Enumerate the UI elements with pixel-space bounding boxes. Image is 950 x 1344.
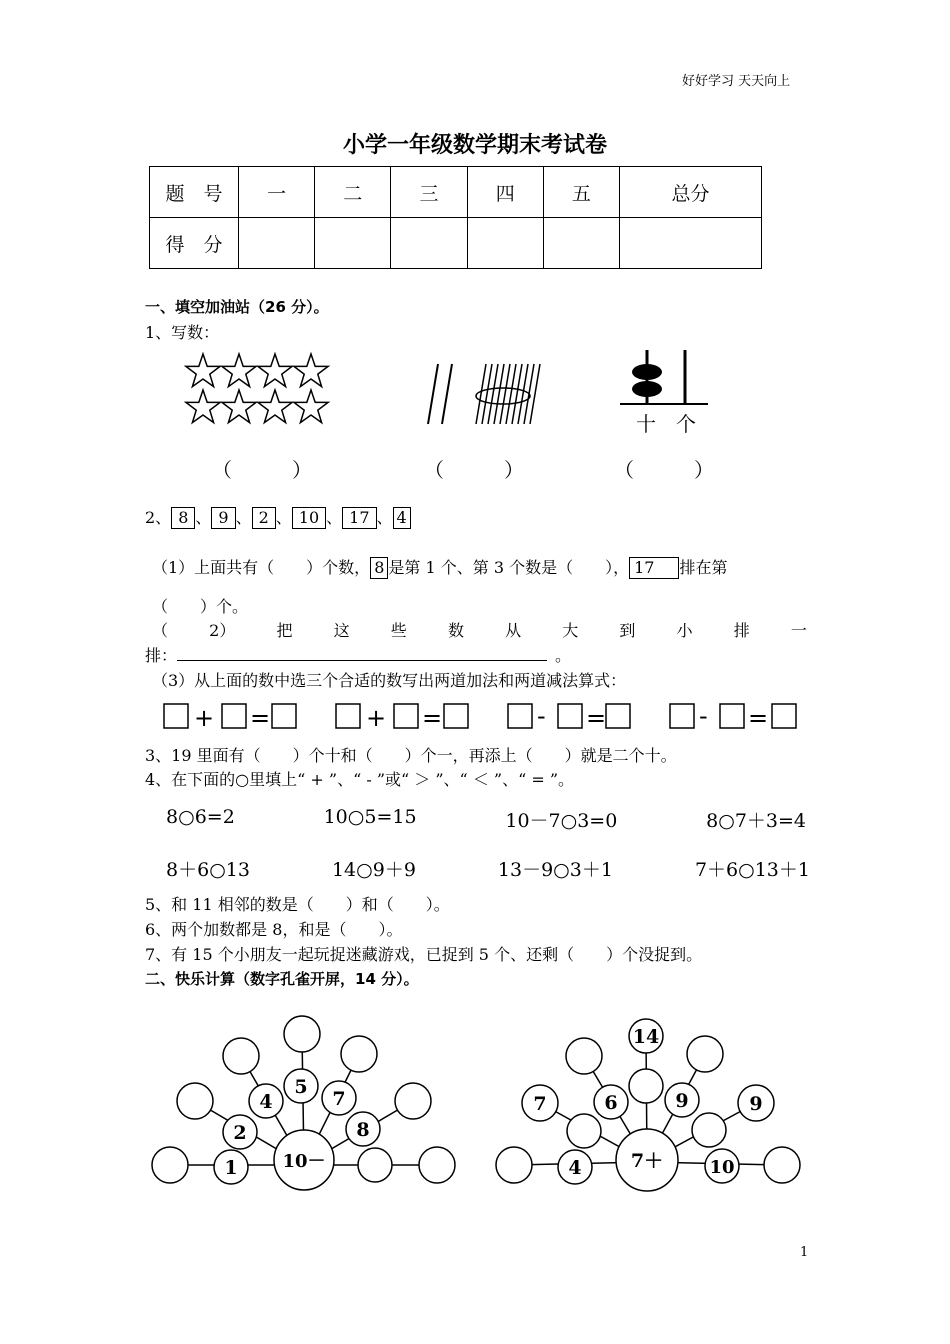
- number-box: 8: [370, 557, 388, 579]
- svg-text:+: +: [366, 704, 387, 732]
- svg-text:-: -: [699, 702, 708, 730]
- star-icon: [258, 354, 292, 387]
- svg-text:8: 8: [356, 1119, 370, 1141]
- sticks-figure: [420, 358, 570, 430]
- score-input-cell[interactable]: [543, 218, 619, 269]
- number-box: 8: [171, 507, 195, 529]
- circle-blank[interactable]: ○: [209, 859, 226, 881]
- q1-label: 1、写数：: [145, 323, 220, 342]
- score-input-cell[interactable]: [620, 218, 762, 269]
- svg-text:4: 4: [259, 1091, 273, 1113]
- separator: 、: [235, 508, 252, 527]
- circle-blank[interactable]: ○: [738, 859, 755, 881]
- score-table: [149, 166, 762, 269]
- table-cell: 题 号: [150, 167, 239, 218]
- q2-part1: （1）上面共有（ ）个数， 8 是第 1 个、第 3 个数是（ ）， 17 排在第: [152, 558, 728, 577]
- svg-text:=: =: [748, 704, 769, 732]
- svg-text:14: 14: [632, 1026, 660, 1048]
- svg-text:7: 7: [533, 1093, 547, 1115]
- star-icon: [294, 390, 328, 423]
- answer-blank[interactable]: （ ）: [614, 458, 714, 482]
- q6: 6、两个加数都是 8，和是（ ）。: [145, 920, 403, 939]
- score-table-score-row: [150, 218, 762, 269]
- table-cell: 三: [391, 167, 467, 218]
- answer-blank[interactable]: （ ）: [212, 458, 312, 482]
- star-icon: [294, 354, 328, 387]
- header-motto: 好好学习 天天向上: [682, 74, 791, 89]
- number-box: 17: [342, 507, 376, 529]
- star-icon: [258, 390, 292, 423]
- star-icon: [222, 390, 256, 423]
- compare-item: 7＋6○13＋1: [694, 859, 810, 881]
- table-cell: 得 分: [150, 218, 239, 269]
- circle-blank[interactable]: ○: [718, 810, 735, 832]
- number-box: 2: [252, 507, 276, 529]
- circle-blank[interactable]: ○: [560, 810, 578, 832]
- svg-text:2: 2: [233, 1122, 247, 1144]
- svg-text:9: 9: [675, 1090, 689, 1112]
- table-cell: 二: [315, 167, 391, 218]
- peacock-diagram-1: [145, 1010, 465, 1200]
- svg-text:10－: 10－: [282, 1151, 326, 1172]
- score-input-cell[interactable]: [315, 218, 391, 269]
- q2-number-list: [145, 505, 411, 529]
- svg-text:10: 10: [709, 1157, 735, 1178]
- compare-item: 8＋6○13: [166, 859, 250, 881]
- q4-label: 4、在下面的○里填上“ + ”、“ - ”或“ ＞ ”、“ ＜ ”、“ = ”。: [145, 770, 575, 789]
- svg-text:6: 6: [604, 1092, 618, 1114]
- separator: 、: [376, 508, 393, 527]
- peacock-diagram-2: [492, 1010, 812, 1200]
- compare-item: 8○7＋3=4: [706, 810, 806, 832]
- svg-text:=: =: [422, 704, 443, 732]
- circle-blank[interactable]: ○: [178, 806, 195, 828]
- star-icon: [186, 390, 220, 423]
- star-icon: [186, 354, 220, 387]
- bead-icon: [632, 364, 662, 380]
- svg-text:7＋: 7＋: [630, 1150, 664, 1172]
- stick-icon: [428, 364, 438, 424]
- separator: 、: [275, 508, 292, 527]
- stick-bundle-icon: [476, 364, 540, 424]
- number-box: 9: [211, 507, 235, 529]
- table-cell: 总分: [620, 167, 762, 218]
- svg-text:5: 5: [294, 1076, 308, 1098]
- svg-text:4: 4: [568, 1157, 582, 1179]
- q2-part2-answer: 排： 。: [145, 646, 572, 665]
- svg-text:1: 1: [224, 1157, 238, 1179]
- score-input-cell[interactable]: [239, 218, 315, 269]
- svg-text:+: +: [194, 704, 215, 732]
- table-cell: 四: [467, 167, 543, 218]
- svg-text:-: -: [537, 702, 546, 730]
- section2-heading: 二、快乐计算（数字孔雀开屏，14 分）。: [145, 970, 419, 988]
- stars-figure: [183, 350, 339, 430]
- separator: 、: [195, 508, 212, 527]
- svg-text:=: =: [250, 704, 271, 732]
- compare-item: 14○9＋9: [331, 859, 416, 881]
- q7: 7、有 15 个小朋友一起玩捉迷藏游戏，已捉到 5 个、还剩（ ）个没捉到。: [145, 945, 703, 964]
- score-table-header-row: [150, 167, 762, 218]
- ones-label: 个: [676, 412, 696, 436]
- compare-item: 10－7○3=0: [505, 810, 618, 832]
- page-number: 1: [800, 1245, 809, 1260]
- number-box: 4: [393, 507, 411, 529]
- answer-line[interactable]: [177, 646, 547, 661]
- q4-row2: [166, 855, 810, 882]
- table-cell: 一: [239, 167, 315, 218]
- circle-blank[interactable]: ○: [553, 859, 570, 881]
- section1-heading: 一、填空加油站（26 分）。: [145, 298, 329, 316]
- compare-item: 13－9○3＋1: [497, 859, 613, 881]
- table-cell: 五: [543, 167, 619, 218]
- circle-blank[interactable]: ○: [356, 859, 373, 881]
- q4-row1: [166, 806, 806, 833]
- q2-part1-tail: （ ）个。: [152, 597, 249, 616]
- q2-part2-line: （ 2） 把 这 些 数 从 大 到 小 排 一: [152, 621, 807, 640]
- svg-text:=: =: [586, 704, 607, 732]
- bead-icon: [632, 381, 662, 397]
- answer-blank[interactable]: （ ）: [424, 458, 524, 482]
- tens-label: 十: [636, 412, 656, 436]
- counting-frame-figure: [614, 348, 714, 408]
- compare-item: 10○5=15: [323, 806, 417, 828]
- q2-part3: （3）从上面的数中选三个合适的数写出两道加法和两道减法算式：: [152, 671, 627, 690]
- number-box: 10: [292, 507, 326, 529]
- stick-icon: [442, 364, 452, 424]
- circle-blank[interactable]: ○: [347, 806, 365, 828]
- q3: 3、19 里面有（ ）个十和（ ）个一，再添上（ ）就是二个十。: [145, 746, 677, 765]
- compare-item: 8○6=2: [166, 806, 235, 828]
- separator: 、: [326, 508, 343, 527]
- score-input-cell[interactable]: [467, 218, 543, 269]
- equation-boxes[interactable]: [160, 700, 800, 732]
- number-box: 17: [629, 557, 679, 579]
- svg-text:7: 7: [332, 1088, 346, 1110]
- svg-text:9: 9: [749, 1093, 763, 1115]
- score-input-cell[interactable]: [391, 218, 467, 269]
- q2-label: 2、: [145, 508, 172, 527]
- q5: 5、和 11 相邻的数是（ ）和（ ）。: [145, 895, 450, 914]
- star-icon: [222, 354, 256, 387]
- page-title: 小学一年级数学期末考试卷: [342, 133, 607, 158]
